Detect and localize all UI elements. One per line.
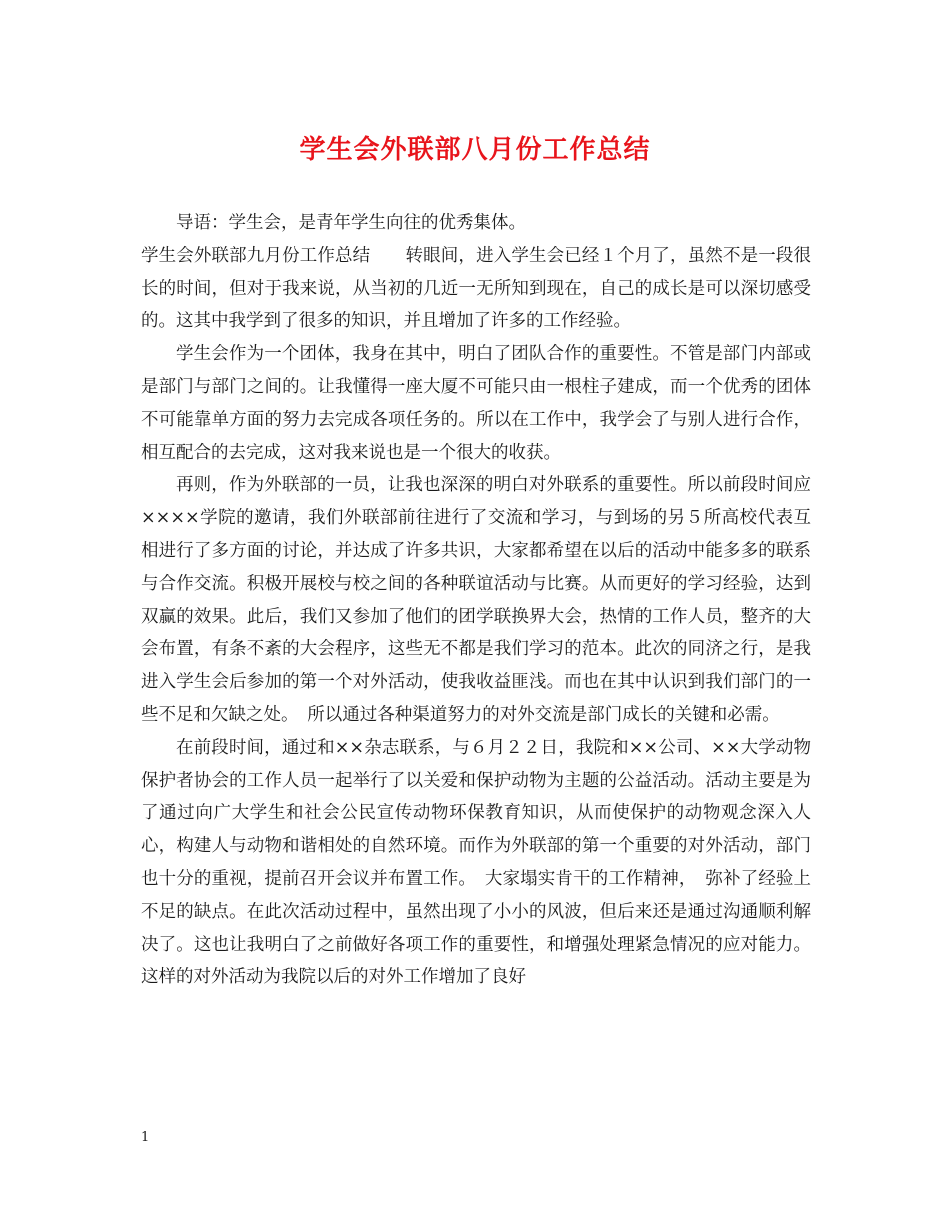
paragraph-intro: 导语：学生会，是青年学生向往的优秀集体。 (176, 213, 526, 233)
page-number: 1 (141, 1130, 150, 1145)
paragraph-4: 在前段时间，通过和××杂志联系，与６月２２日，我院和××公司、××大学动物保护者协会的工作人员一起举行了以关爱和保护动物为主题的公益活动。活动主要是为了通过向广大学生和社会公民宣传动物环保教育知识，从而使保护的动物观念深入人心，构建人与动物和谐相处的自然环境。而作为外联部的第一个重要的对外活动，部门也十分的重视，提前召开会议并布置工作。 大家塌实肯干的工作精神， 弥补了经验上不足的缺点。在此次活动过程中，虽然出现了小小的风波，但后来还是通过沟通顺利解决了。这也让我明白了之前做好各项工作的重要性，和增强处理紧急情况的应对能力。这样的对外活动为我院以后的对外工作增加了良好 (141, 737, 811, 988)
paragraph-3: 再则，作为外联部的一员，让我也深深的明白对外联系的重要性。所以前段时间应××××学院的邀请，我们外联部前往进行了交流和学习，与到场的另５所高校代表互相进行了多方面的讨论，并达成了许多共识，大家都希望在以后的活动中能多多的联系与合作交流。积极开展校与校之间的各种联谊活动与比赛。从而更好的学习经验，达到双赢的效果。此后，我们又参加了他们的团学联换界大会，热情的工作人员，整齐的大会布置，有条不紊的大会程序，这些无不都是我们学习的范本。此次的同济之行，是我进入学生会后参加的第一个对外活动，使我收益匪浅。而也在其中认识到我们部门的一些不足和欠缺之处。 所以通过各种渠道努力的对外交流是部门成长的关键和必需。 (141, 475, 811, 725)
document-title: 学生会外联部八月份工作总结 (299, 135, 651, 165)
document-body (141, 207, 811, 994)
paragraph-1: 学生会外联部九月份工作总结 转眼间，进入学生会已经１个月了，虽然不是一段很长的时间，但对于我来说，从当初的几近一无所知到现在，自己的成长是可以深切感受的。这其中我学到了很多的知识，并且增加了许多的工作经验。 (141, 245, 811, 332)
paragraph-2: 学生会作为一个团体，我身在其中，明白了团队合作的重要性。不管是部门内部或是部门与部门之间的。让我懂得一座大厦不可能只由一根柱子建成，而一个优秀的团体不可能靠单方面的努力去完成各项任务的。所以在工作中，我学会了与别人进行合作，相互配合的去完成，这对我来说也是一个很大的收获。 (141, 344, 811, 463)
